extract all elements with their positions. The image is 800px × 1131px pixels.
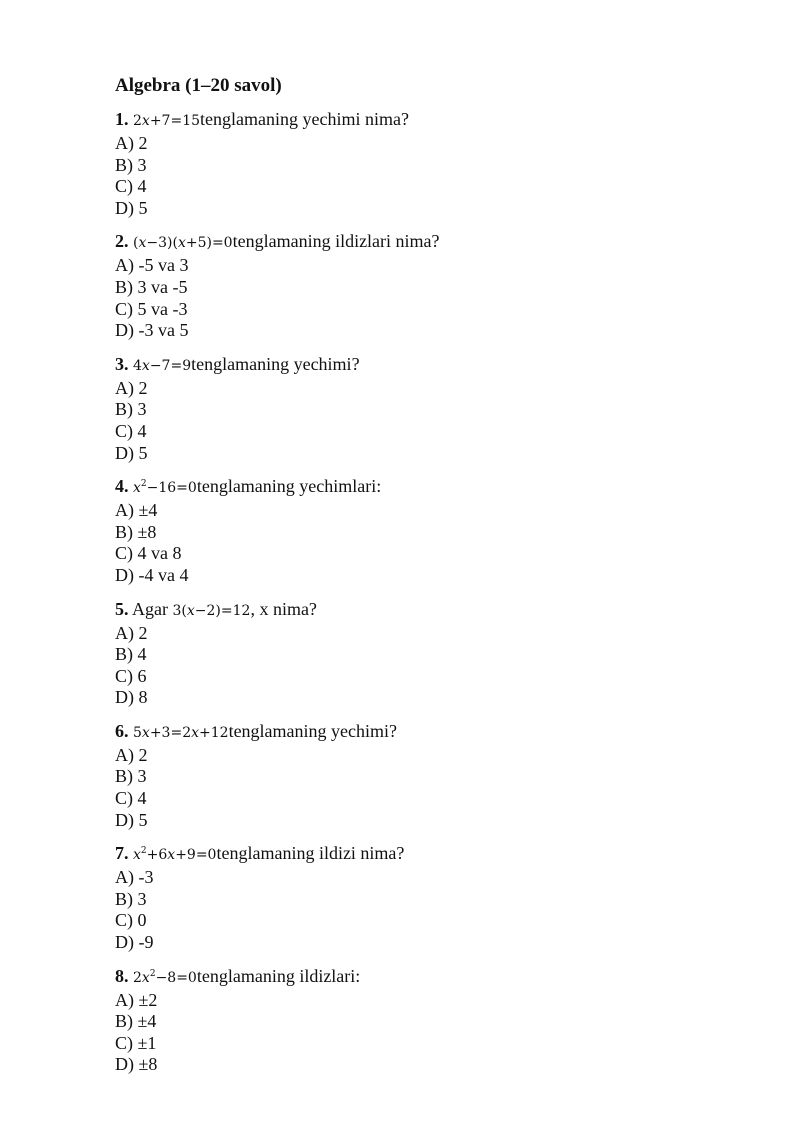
question-number: 8. <box>115 965 129 986</box>
question-number: 7. <box>115 843 129 864</box>
answer-option-b: B) 3 <box>115 888 147 909</box>
answer-option-d: D) -9 <box>115 932 154 953</box>
equation: $x^2+6x+9=0$ <box>133 846 217 864</box>
answer-option-b: B) 3 <box>115 154 147 175</box>
question-number: 6. <box>115 720 129 741</box>
answer-option-d: D) 5 <box>115 442 148 463</box>
question-text <box>115 353 735 378</box>
equation: 3(x−2)=12 <box>172 602 251 619</box>
question-prompt: tenglamaning ildizlari: <box>196 965 361 986</box>
answer-option-b: B) 3 va -5 <box>115 276 188 297</box>
question-list <box>115 108 735 1076</box>
answer-option-c: C) 5 va -3 <box>115 298 188 319</box>
answer-option-b: B) ±4 <box>115 1011 157 1032</box>
question-4 <box>115 475 735 586</box>
equation: 4x−7=9 <box>133 357 192 374</box>
answer-option-d: D) 5 <box>115 809 148 830</box>
answer-option-b: B) 3 <box>115 766 147 787</box>
question-text <box>115 598 735 623</box>
answer-option-c: C) 4 <box>115 420 147 441</box>
question-1 <box>115 108 735 219</box>
answer-option-a: A) -3 <box>115 867 154 888</box>
question-prompt: tenglamaning ildizi nima? <box>216 843 405 864</box>
question-text <box>115 965 735 990</box>
question-prompt: tenglamaning yechimlari: <box>196 476 382 497</box>
question-text <box>115 842 735 867</box>
answer-option-c: C) ±1 <box>115 1032 157 1053</box>
question-prompt: , x nima? <box>250 598 317 619</box>
equation: 2x+7=15 <box>133 113 201 129</box>
question-text <box>115 108 735 133</box>
answer-option-d: D) ±8 <box>115 1054 158 1075</box>
question-5 <box>115 598 735 709</box>
question-text <box>115 720 735 745</box>
question-number: 1. <box>115 109 129 129</box>
answer-option-a: A) 2 <box>115 744 148 765</box>
answer-option-c: C) 6 <box>115 665 147 686</box>
question-6 <box>115 720 735 831</box>
answer-option-b: B) 4 <box>115 644 147 665</box>
answer-option-c: C) 4 <box>115 788 147 809</box>
question-prompt: tenglamaning yechimi? <box>191 353 360 374</box>
answer-option-a: A) 2 <box>115 377 148 398</box>
document-page <box>115 74 735 1087</box>
question-number: 5. <box>115 598 129 619</box>
question-2 <box>115 230 735 341</box>
question-3 <box>115 353 735 464</box>
question-number: 4. <box>115 476 129 497</box>
equation: 5x+3=2x+12 <box>133 724 229 741</box>
answer-option-c: C) 4 <box>115 176 147 197</box>
answer-option-d: D) -3 va 5 <box>115 320 189 341</box>
question-prompt: tenglamaning yechimi? <box>228 720 398 741</box>
equation: $x^2-16=0$ <box>133 479 197 497</box>
question-prompt: tenglamaning yechimi nima? <box>200 109 409 129</box>
answer-option-b: B) ±8 <box>115 521 157 542</box>
answer-option-a: A) ±2 <box>115 989 158 1010</box>
equation: $2x^2-8=0$ <box>133 968 197 986</box>
answer-option-c: C) 0 <box>115 910 147 931</box>
answer-option-a: A) 2 <box>115 133 148 153</box>
question-text <box>115 475 735 500</box>
question-number: 2. <box>115 231 129 252</box>
equation: (x−3)(x+5)=0 <box>133 235 233 252</box>
answer-option-a: A) 2 <box>115 622 148 643</box>
answer-option-d: D) 8 <box>115 687 148 708</box>
question-prompt: tenglamaning ildizlari nima? <box>232 231 440 252</box>
answer-option-d: D) 5 <box>115 197 148 218</box>
answer-option-d: D) -4 va 4 <box>115 564 189 585</box>
question-text <box>115 230 735 255</box>
answer-option-a: A) -5 va 3 <box>115 255 189 276</box>
section-title: Algebra (1–20 savol) <box>115 75 282 96</box>
question-prefix: Agar <box>132 598 173 619</box>
answer-option-c: C) 4 va 8 <box>115 543 182 564</box>
question-number: 3. <box>115 353 129 374</box>
question-7 <box>115 842 735 953</box>
question-8 <box>115 965 735 1076</box>
answer-option-a: A) ±4 <box>115 500 158 521</box>
answer-option-b: B) 3 <box>115 399 147 420</box>
